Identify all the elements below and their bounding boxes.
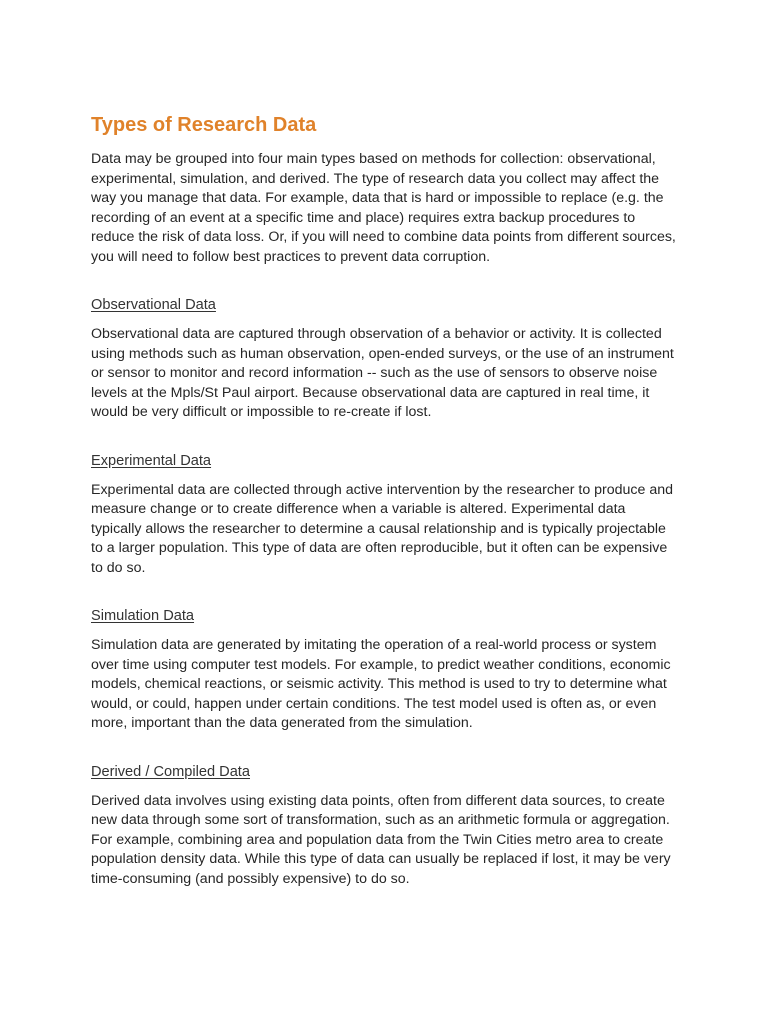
section-heading-simulation: Simulation Data [91,608,195,624]
section-body-experimental: Experimental data are collected through active intervention by the researcher to produce and measure change or to create difference when a variable is altered. Experimental data typically allows the researcher to determine a causal relationship and is typically projectable to a larger population. This type of data are often reproducible, but it often can be expensive to do so. [91,481,674,576]
section-heading-observational: Observational Data [91,297,216,313]
section-body-observational: Observational data are captured through observation of a behavior or activity. It is collected using methods such as human observation, open-ended surveys, or the use of an instrument or sensor to monitor and record information -- such as the use of sensors to observe noise levels at the Mpls/St Paul airport. Because observational data are captured in real time, it would be very difficult or impossible to re-create if lost. [91,326,674,420]
section-heading-derived: Derived / Compiled Data [91,763,250,780]
section-heading-experimental: Experimental Data [91,452,212,469]
section-body-simulation: Simulation data are generated by imitating the operation of a real-world process or system over time using computer test models. For example, to predict weather conditions, economic models, chemical reactions, or seismic activity. This method is used to try to determine what would, or could, happen under certain conditions. The test model used is often as, or even more, important than the data generated from the simulation. [91,637,671,731]
page-title: Types of Research Data [91,114,317,136]
section-body-derived: Derived data involves using existing data points, often from different data sources, to create new data through some sort of transformation, such as an arithmetic formula or aggregation. For example, combining area and population data from the Twin Cities metro area to create population density data. While this type of data can usually be replaced if lost, it may be very time-consuming (and possibly expensive) to do so. [91,792,671,887]
intro-paragraph: Data may be grouped into four main types based on methods for collection: observational, experimental, simulation, and derived. The type of research data you collect may affect the way you manage that data. For example, data that is hard or impossible to replace (e.g. the recording of an event at a specific time and place) requires extra backup procedures to reduce the risk of data loss. Or, if you will need to combine data points from different sources, you will need to follow best practices to prevent data corruption. [91,151,676,265]
